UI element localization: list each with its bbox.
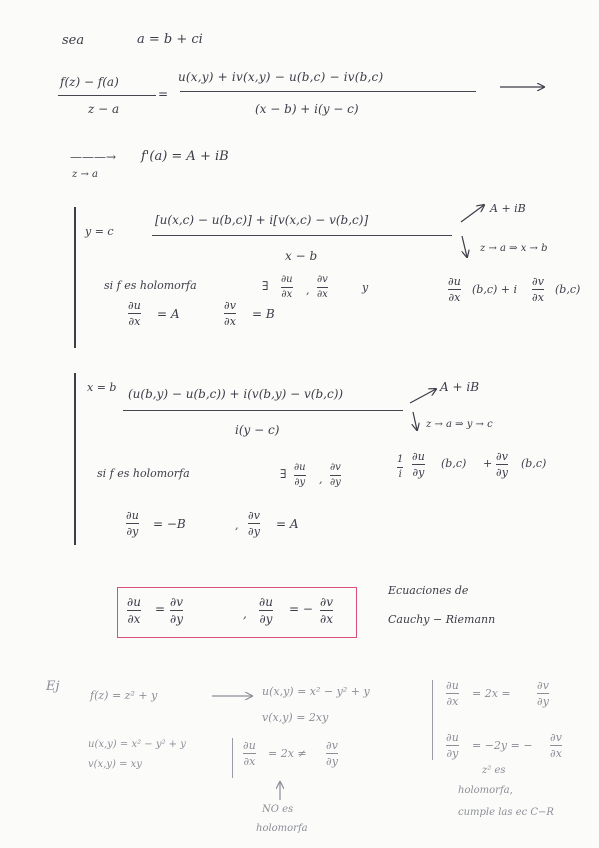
frac-den: ∂x <box>127 612 141 626</box>
frac-num: ∂u <box>412 450 425 463</box>
case-x-down-arrow <box>413 412 417 430</box>
case-y-condition: y = c <box>85 225 114 238</box>
case-y-result: A + iB <box>490 202 526 215</box>
case-y-limit-expr-a: (b,c) + i <box>472 283 518 296</box>
case-y-eq-b: = B <box>252 307 275 321</box>
frac-num: ∂v <box>550 731 562 744</box>
frac-num: ∂u <box>281 274 293 285</box>
example-f-def: f(z) = z² + y <box>90 689 158 702</box>
a-definition: a = b + ci <box>137 32 203 47</box>
case-y-and: y <box>362 281 369 294</box>
frac-den: ∂y <box>248 525 260 538</box>
case-x-comma: , <box>319 473 323 486</box>
frac-den: ∂x <box>532 291 544 304</box>
frac-den: ∂x <box>281 289 293 300</box>
frac-den: ∂y <box>537 695 549 708</box>
case-x-holo-text: si f es holomorfa <box>97 467 190 480</box>
quotient-right-numerator: u(x,y) + iv(x,y) − u(b,c) − iv(b,c) <box>178 70 384 84</box>
frac-num: ∂u <box>126 509 139 522</box>
case-y-exists: ∃ <box>262 279 269 293</box>
frac-num: ∂u <box>243 739 256 752</box>
frac-den: ∂x <box>224 315 236 328</box>
example-cumple: cumple las ec C−R <box>458 807 554 818</box>
frac-den: ∂x <box>550 747 562 760</box>
frac-num: ∂v <box>248 509 260 522</box>
frac-den: i <box>398 469 402 480</box>
case-x-limit-bc-2: (b,c) <box>521 457 547 470</box>
cr-label-line1: Ecuaciones de <box>388 584 469 597</box>
case-x-condition: x = b <box>87 381 117 394</box>
case-x-implication: z → a ⇒ y → c <box>426 419 493 430</box>
frac-den: ∂y <box>126 525 139 538</box>
quotient-left-denominator: z − a <box>88 102 120 116</box>
frac-den: ∂y <box>330 477 341 488</box>
frac-num: ∂v <box>224 299 236 312</box>
example-check2-mid: = −2y = − <box>472 739 533 752</box>
frac-den: ∂y <box>446 747 459 760</box>
example-u2-def: u(x,y) = x² − y² + y <box>88 739 186 750</box>
frac-num: ∂u <box>128 299 141 312</box>
case-x-eq-minus-b: = −B <box>153 517 186 531</box>
example-label: Ej <box>46 679 60 694</box>
frac-num: ∂u <box>446 679 459 692</box>
frac-num: ∂v <box>326 739 338 752</box>
case-y-down-arrow <box>462 236 467 257</box>
frac-num: ∂u <box>446 731 459 744</box>
case-y-comma: , <box>306 284 310 297</box>
case-y-limit-expr-b: (b,c) <box>555 283 581 296</box>
frac-num: ∂u <box>448 275 461 288</box>
frac-num: ∂v <box>320 595 333 609</box>
case-y-holo-text: si f es holomorfa <box>104 279 197 292</box>
frac-num: ∂v <box>170 595 183 609</box>
case-y-up-arrow <box>461 205 484 222</box>
example-holo-no: holomorfa <box>256 823 308 834</box>
case-x-numerator: (u(b,y) − u(b,c)) + i(v(b,y) − v(b,c)) <box>128 387 344 401</box>
frac-num: ∂v <box>330 462 341 473</box>
frac-den: ∂y <box>326 755 338 768</box>
case-x-up-arrow <box>410 389 436 403</box>
quotient-equals: = <box>158 87 169 101</box>
case-x-result: A + iB <box>440 380 480 394</box>
frac-den: ∂y <box>170 612 183 626</box>
frac-den: ∂x <box>320 612 333 626</box>
example-ne-mid: = 2x ≠ <box>268 747 307 760</box>
case-x-comma-2: , <box>235 519 239 532</box>
frac-den: ∂x <box>317 289 328 300</box>
frac-num: ∂u <box>259 595 273 609</box>
case-x-eq-a: = A <box>276 517 299 531</box>
frac-num: ∂u <box>127 595 141 609</box>
case-x-exists: ∃ <box>280 467 287 481</box>
case-x-limit-bc-1: (b,c) <box>441 457 467 470</box>
frac-num: 1 <box>397 454 404 465</box>
derivative-limit: f'(a) = A + iB <box>141 149 229 164</box>
frac-den: ∂y <box>294 477 306 488</box>
frac-den: ∂y <box>496 466 508 479</box>
example-z2-note: z² es <box>482 765 506 776</box>
case-y-implication: z → a ⇒ x → b <box>480 243 548 254</box>
frac-num: ∂v <box>532 275 544 288</box>
case-x-denominator: i(y − c) <box>235 423 280 437</box>
example-no-es: NO es <box>262 804 294 815</box>
frac-num: ∂v <box>317 274 328 285</box>
frac-den: ∂y <box>259 612 273 626</box>
cr-label-line2: Cauchy − Riemann <box>388 613 496 626</box>
frac-num: ∂v <box>496 450 508 463</box>
frac-den: ∂x <box>243 755 256 768</box>
example-u-def: u(x,y) = x² − y² + y <box>262 685 370 698</box>
frac-den: ∂x <box>448 291 461 304</box>
case-x-limit-plus: + <box>483 457 493 470</box>
example-check1-mid: = 2x = <box>472 687 511 700</box>
example-v2-def: v(x,y) = xy <box>88 759 142 770</box>
frac-den: ∂x <box>128 315 141 328</box>
case-y-denominator: x − b <box>285 249 318 263</box>
frac-den: ∂y <box>412 466 425 479</box>
limit-subscript: z → a <box>72 169 98 180</box>
cr-eq1-equals: = <box>155 602 166 616</box>
case-y-eq-a: = A <box>157 307 180 321</box>
cr-separator: , <box>243 607 247 621</box>
sea-label: sea <box>62 33 85 48</box>
case-y-numerator: [u(x,c) − u(b,c)] + i[v(x,c) − v(b,c)] <box>155 213 369 227</box>
limit-arrow: ———→ <box>70 150 117 164</box>
quotient-right-denominator: (x − b) + i(y − c) <box>255 102 359 116</box>
frac-num: ∂v <box>537 679 549 692</box>
frac-num: ∂u <box>294 462 306 473</box>
frac-den: ∂x <box>446 695 459 708</box>
example-holo-note: holomorfa, <box>458 785 513 796</box>
cr-eq2-equals-minus: = − <box>289 602 313 616</box>
quotient-left-numerator: f(z) − f(a) <box>60 75 119 89</box>
example-v-def: v(x,y) = 2xy <box>262 711 329 724</box>
